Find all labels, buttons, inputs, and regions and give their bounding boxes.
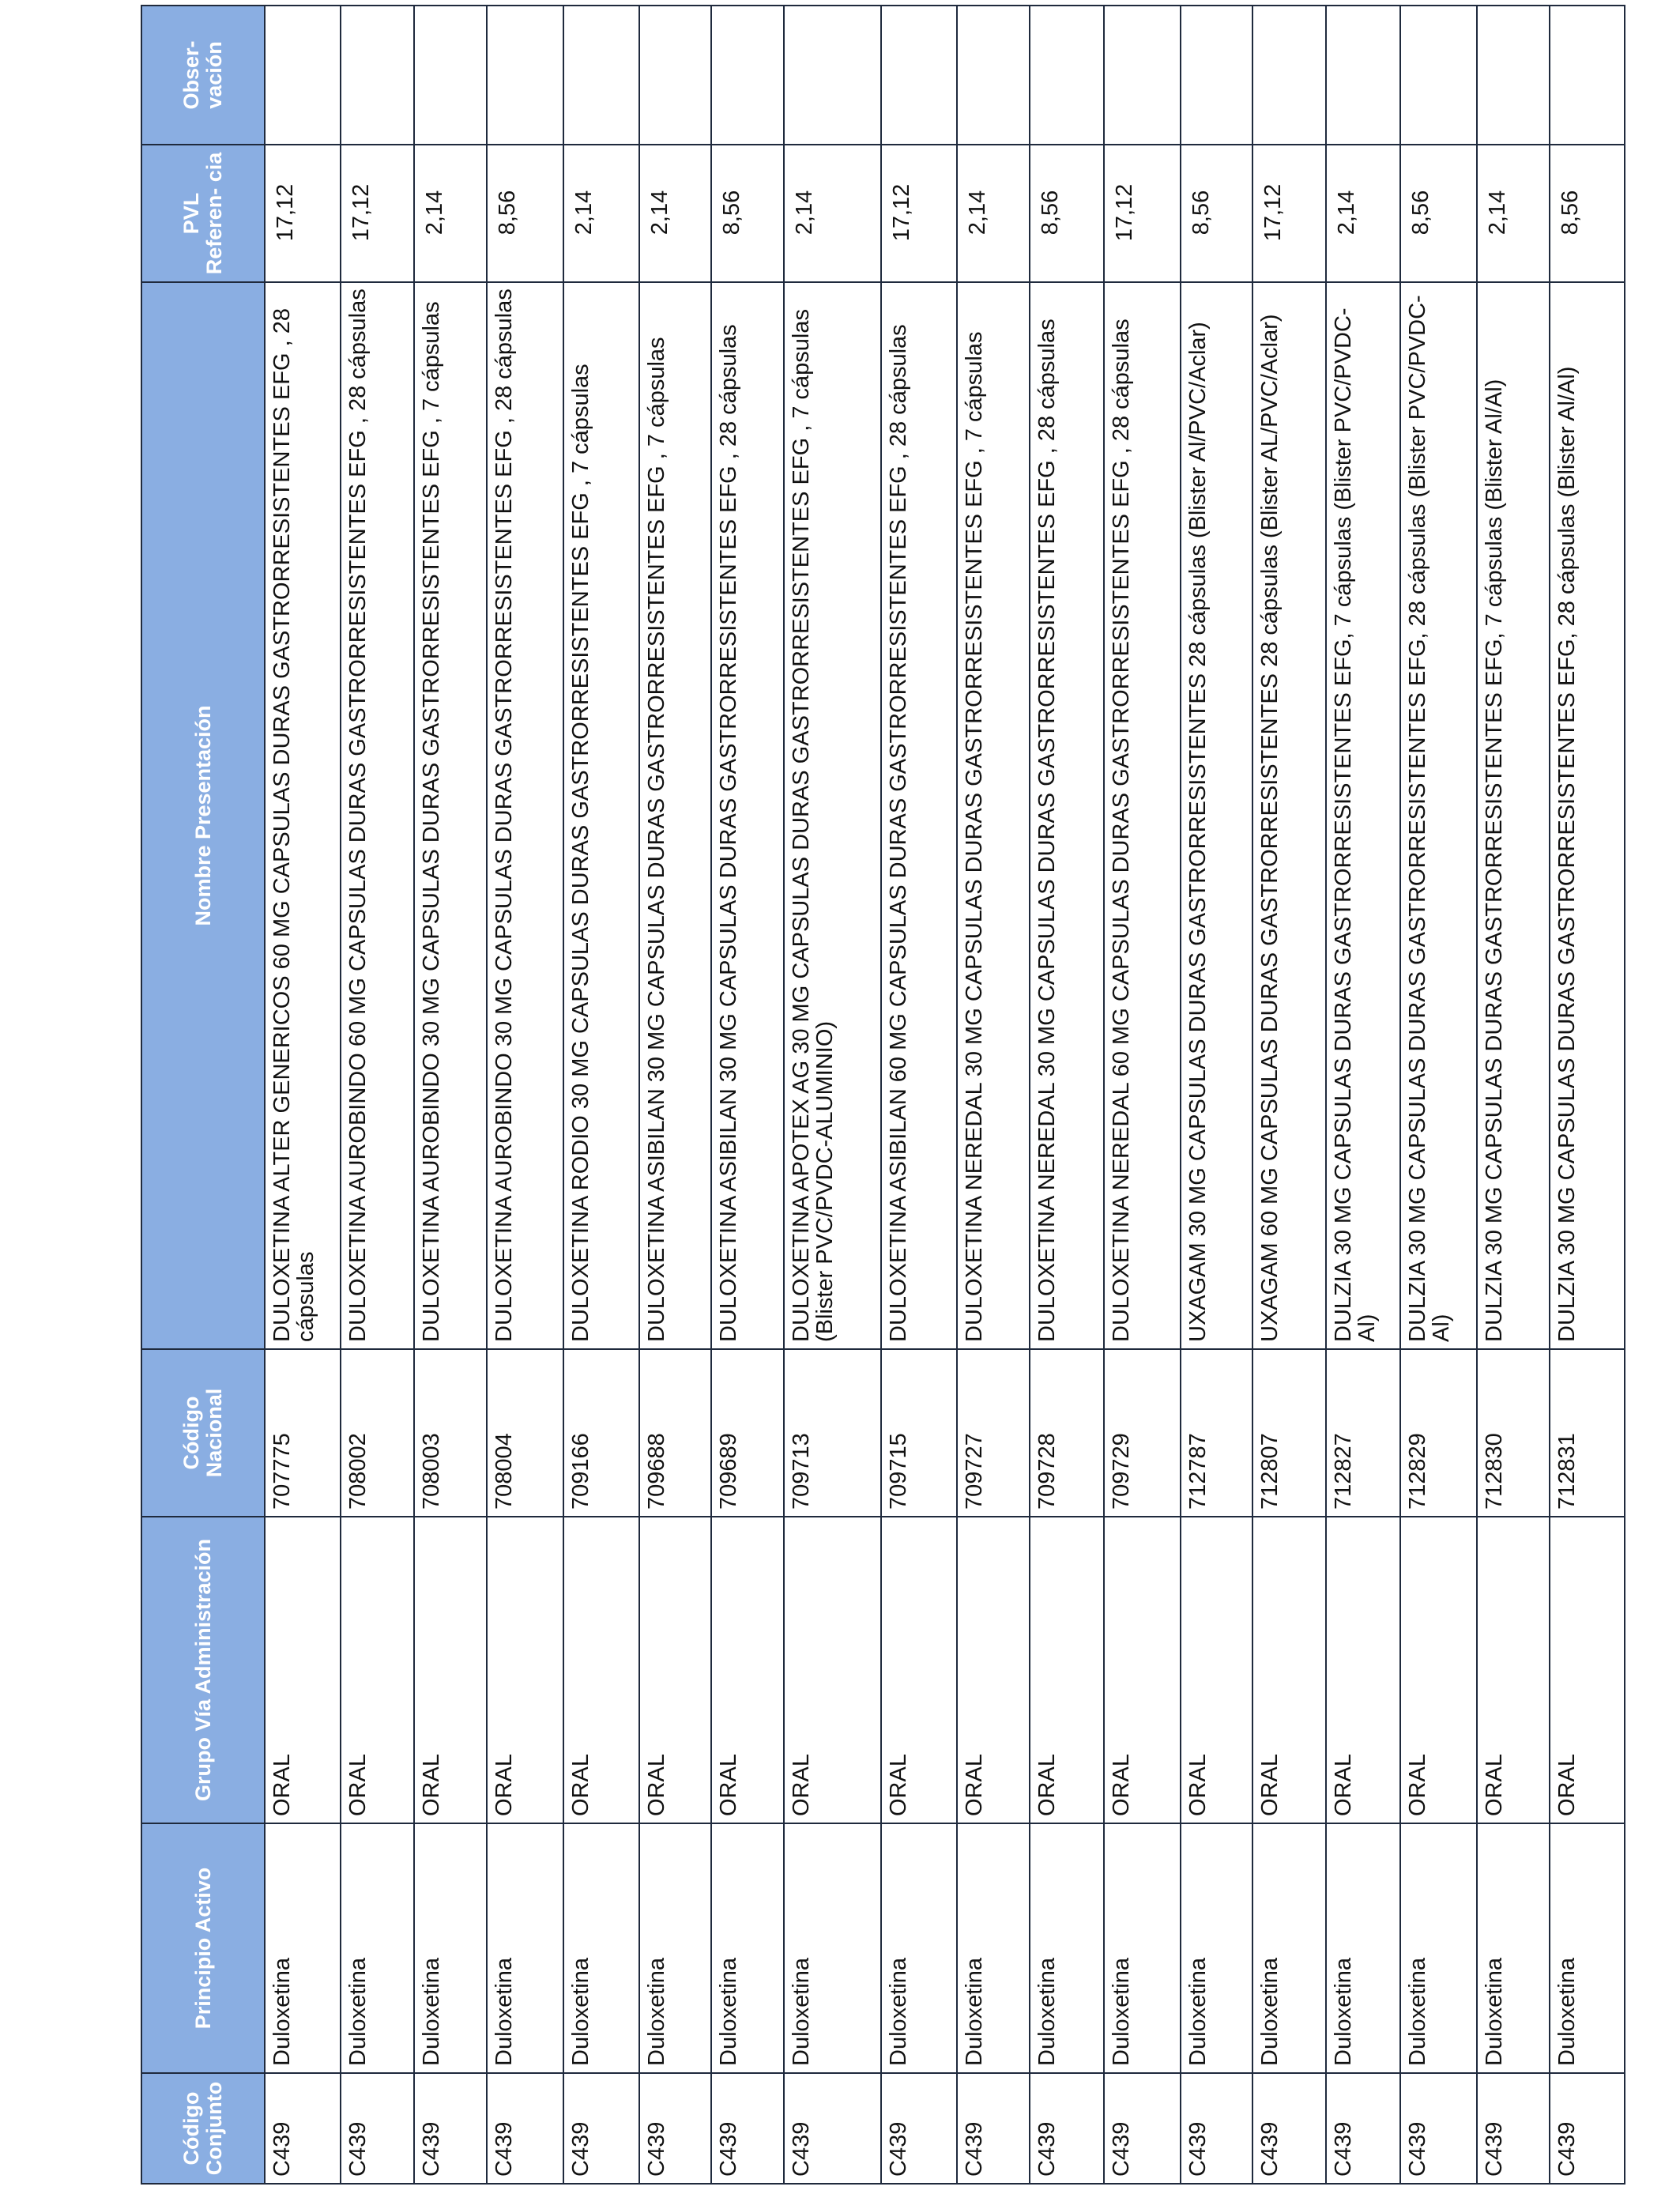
cell-codigo-nacional: 712829	[1400, 1349, 1477, 1517]
table-row	[414, 6, 487, 2184]
header-grupo-via: Grupo Vía Administración	[141, 1517, 265, 1823]
cell-grupo-via: ORAL	[1104, 1517, 1181, 1823]
cell-principio-activo: Duloxetina	[1477, 1823, 1550, 2073]
table-row	[1477, 6, 1550, 2184]
cell-codigo-conjunto: C439	[1477, 2073, 1550, 2184]
cell-principio-activo: Duloxetina	[1326, 1823, 1400, 2073]
cell-nombre-presentacion: DULZIA 30 MG CAPSULAS DURAS GASTRORRESISTENTES EFG, 7 cápsulas (Blister PVC/PVDC-Al)	[1326, 282, 1400, 1349]
cell-observacion	[639, 6, 711, 145]
cell-grupo-via: ORAL	[265, 1517, 341, 1823]
cell-codigo-conjunto: C439	[881, 2073, 957, 2184]
cell-pvl-referencia: 8,56	[711, 145, 784, 282]
cell-pvl-referencia: 17,12	[881, 145, 957, 282]
table-row	[1104, 6, 1181, 2184]
header-observacion: Obser- vación	[141, 6, 265, 145]
cell-principio-activo: Duloxetina	[639, 1823, 711, 2073]
cell-nombre-presentacion: DULOXETINA NEREDAL 30 MG CAPSULAS DURAS GASTRORRESISTENTES EFG , 7 cápsulas	[957, 282, 1030, 1349]
cell-nombre-presentacion: DULOXETINA ASIBILAN 30 MG CAPSULAS DURAS GASTRORRESISTENTES EFG , 7 cápsulas	[639, 282, 711, 1349]
cell-pvl-referencia: 2,14	[1326, 145, 1400, 282]
cell-codigo-nacional: 709715	[881, 1349, 957, 1517]
cell-codigo-conjunto: C439	[1181, 2073, 1252, 2184]
cell-codigo-nacional: 707775	[265, 1349, 341, 1517]
cell-nombre-presentacion: DULZIA 30 MG CAPSULAS DURAS GASTRORRESISTENTES EFG, 28 cápsulas (Blister PVC/PVDC-Al)	[1400, 282, 1477, 1349]
cell-codigo-conjunto: C439	[1252, 2073, 1326, 2184]
table-row	[1400, 6, 1477, 2184]
cell-grupo-via: ORAL	[341, 1517, 414, 1823]
cell-codigo-conjunto: C439	[711, 2073, 784, 2184]
cell-nombre-presentacion: DULOXETINA APOTEX AG 30 MG CAPSULAS DURAS GASTRORRESISTENTES EFG , 7 cápsulas (Blister PVC/PVDC-ALUMINIO)	[784, 282, 881, 1349]
cell-codigo-nacional: 712831	[1550, 1349, 1625, 1517]
cell-codigo-conjunto: C439	[265, 2073, 341, 2184]
cell-codigo-nacional: 709166	[563, 1349, 639, 1517]
cell-nombre-presentacion: DULOXETINA ASIBILAN 60 MG CAPSULAS DURAS GASTRORRESISTENTES EFG , 28 cápsulas	[881, 282, 957, 1349]
cell-principio-activo: Duloxetina	[1030, 1823, 1104, 2073]
cell-nombre-presentacion: DULOXETINA NEREDAL 60 MG CAPSULAS DURAS GASTRORRESISTENTES EFG , 28 cápsulas	[1104, 282, 1181, 1349]
cell-codigo-conjunto: C439	[1326, 2073, 1400, 2184]
cell-principio-activo: Duloxetina	[711, 1823, 784, 2073]
cell-pvl-referencia: 8,56	[487, 145, 563, 282]
cell-nombre-presentacion: DULOXETINA ASIBILAN 30 MG CAPSULAS DURAS GASTRORRESISTENTES EFG , 28 cápsulas	[711, 282, 784, 1349]
table-row	[341, 6, 414, 2184]
cell-codigo-nacional: 708003	[414, 1349, 487, 1517]
cell-grupo-via: ORAL	[487, 1517, 563, 1823]
cell-grupo-via: ORAL	[563, 1517, 639, 1823]
cell-nombre-presentacion: DULOXETINA AUROBINDO 60 MG CAPSULAS DURAS GASTRORRESISTENTES EFG , 28 cápsulas	[341, 282, 414, 1349]
header-codigo-conjunto: Código Conjunto	[141, 2073, 265, 2184]
cell-pvl-referencia: 8,56	[1030, 145, 1104, 282]
cell-codigo-conjunto: C439	[487, 2073, 563, 2184]
table-row	[487, 6, 563, 2184]
cell-pvl-referencia: 17,12	[1252, 145, 1326, 282]
table-row	[784, 6, 881, 2184]
cell-codigo-nacional: 709728	[1030, 1349, 1104, 1517]
cell-nombre-presentacion: DULZIA 30 MG CAPSULAS DURAS GASTRORRESISTENTES EFG, 28 cápsulas (Blister Al/Al)	[1550, 282, 1625, 1349]
cell-codigo-nacional: 709713	[784, 1349, 881, 1517]
cell-observacion	[1030, 6, 1104, 145]
cell-principio-activo: Duloxetina	[957, 1823, 1030, 2073]
cell-grupo-via: ORAL	[1252, 1517, 1326, 1823]
cell-principio-activo: Duloxetina	[1550, 1823, 1625, 2073]
table-row	[957, 6, 1030, 2184]
cell-pvl-referencia: 2,14	[414, 145, 487, 282]
table-row	[1326, 6, 1400, 2184]
cell-codigo-conjunto: C439	[784, 2073, 881, 2184]
cell-codigo-conjunto: C439	[957, 2073, 1030, 2184]
cell-grupo-via: ORAL	[414, 1517, 487, 1823]
cell-observacion	[487, 6, 563, 145]
cell-grupo-via: ORAL	[1477, 1517, 1550, 1823]
header-nombre-presentacion: Nombre Presentación	[141, 282, 265, 1349]
cell-principio-activo: Duloxetina	[1181, 1823, 1252, 2073]
cell-codigo-conjunto: C439	[341, 2073, 414, 2184]
table-row	[881, 6, 957, 2184]
cell-grupo-via: ORAL	[1400, 1517, 1477, 1823]
cell-codigo-conjunto: C439	[1104, 2073, 1181, 2184]
cell-nombre-presentacion: DULOXETINA AUROBINDO 30 MG CAPSULAS DURAS GASTRORRESISTENTES EFG , 7 cápsulas	[414, 282, 487, 1349]
cell-nombre-presentacion: UXAGAM 30 MG CAPSULAS DURAS GASTRORRESISTENTES 28 cápsulas (Blister Al/PVC/Aclar)	[1181, 282, 1252, 1349]
header-principio-activo: Principio Activo	[141, 1823, 265, 2073]
cell-principio-activo: Duloxetina	[487, 1823, 563, 2073]
cell-observacion	[1400, 6, 1477, 145]
cell-codigo-nacional: 709729	[1104, 1349, 1181, 1517]
cell-pvl-referencia: 8,56	[1400, 145, 1477, 282]
cell-codigo-nacional: 709727	[957, 1349, 1030, 1517]
cell-codigo-conjunto: C439	[1550, 2073, 1625, 2184]
cell-nombre-presentacion: DULOXETINA AUROBINDO 30 MG CAPSULAS DURAS GASTRORRESISTENTES EFG , 28 cápsulas	[487, 282, 563, 1349]
cell-pvl-referencia: 2,14	[784, 145, 881, 282]
cell-observacion	[1252, 6, 1326, 145]
cell-observacion	[1326, 6, 1400, 145]
cell-grupo-via: ORAL	[711, 1517, 784, 1823]
cell-codigo-nacional: 712830	[1477, 1349, 1550, 1517]
cell-codigo-nacional: 708004	[487, 1349, 563, 1517]
cell-pvl-referencia: 2,14	[957, 145, 1030, 282]
cell-grupo-via: ORAL	[1550, 1517, 1625, 1823]
cell-pvl-referencia: 17,12	[265, 145, 341, 282]
cell-grupo-via: ORAL	[1326, 1517, 1400, 1823]
cell-principio-activo: Duloxetina	[414, 1823, 487, 2073]
cell-observacion	[1104, 6, 1181, 145]
cell-observacion	[563, 6, 639, 145]
cell-pvl-referencia: 8,56	[1181, 145, 1252, 282]
cell-codigo-nacional: 712827	[1326, 1349, 1400, 1517]
cell-codigo-nacional: 712787	[1181, 1349, 1252, 1517]
table-row	[1181, 6, 1252, 2184]
rotated-page	[141, 6, 1583, 2185]
cell-grupo-via: ORAL	[1030, 1517, 1104, 1823]
cell-observacion	[1477, 6, 1550, 145]
cell-codigo-conjunto: C439	[1400, 2073, 1477, 2184]
price-reference-table	[141, 5, 1625, 2185]
cell-pvl-referencia: 2,14	[1477, 145, 1550, 282]
cell-observacion	[711, 6, 784, 145]
table-row	[639, 6, 711, 2184]
table-row	[563, 6, 639, 2184]
cell-nombre-presentacion: UXAGAM 60 MG CAPSULAS DURAS GASTRORRESISTENTES 28 cápsulas (Blister AL/PVC/Aclar)	[1252, 282, 1326, 1349]
header-row	[141, 6, 265, 2184]
cell-observacion	[881, 6, 957, 145]
cell-grupo-via: ORAL	[1181, 1517, 1252, 1823]
cell-principio-activo: Duloxetina	[1104, 1823, 1181, 2073]
table-row	[711, 6, 784, 2184]
cell-nombre-presentacion: DULZIA 30 MG CAPSULAS DURAS GASTRORRESISTENTES EFG, 7 cápsulas (Blister Al/Al)	[1477, 282, 1550, 1349]
cell-principio-activo: Duloxetina	[1252, 1823, 1326, 2073]
cell-observacion	[1550, 6, 1625, 145]
cell-nombre-presentacion: DULOXETINA RODIO 30 MG CAPSULAS DURAS GASTRORRESISTENTES EFG , 7 cápsulas	[563, 282, 639, 1349]
cell-codigo-conjunto: C439	[1030, 2073, 1104, 2184]
cell-nombre-presentacion: DULOXETINA NEREDAL 30 MG CAPSULAS DURAS GASTRORRESISTENTES EFG , 28 cápsulas	[1030, 282, 1104, 1349]
cell-observacion	[957, 6, 1030, 145]
cell-principio-activo: Duloxetina	[265, 1823, 341, 2073]
cell-codigo-nacional: 708002	[341, 1349, 414, 1517]
cell-pvl-referencia: 17,12	[341, 145, 414, 282]
cell-codigo-nacional: 709689	[711, 1349, 784, 1517]
cell-codigo-conjunto: C439	[414, 2073, 487, 2184]
cell-codigo-nacional: 712807	[1252, 1349, 1326, 1517]
cell-principio-activo: Duloxetina	[881, 1823, 957, 2073]
table-row	[1550, 6, 1625, 2184]
table-row	[1030, 6, 1104, 2184]
cell-observacion	[265, 6, 341, 145]
cell-grupo-via: ORAL	[881, 1517, 957, 1823]
cell-codigo-nacional: 709688	[639, 1349, 711, 1517]
cell-nombre-presentacion: DULOXETINA ALTER GENERICOS 60 MG CAPSULAS DURAS GASTRORRESISTENTES EFG , 28 cápsulas	[265, 282, 341, 1349]
cell-grupo-via: ORAL	[639, 1517, 711, 1823]
cell-pvl-referencia: 17,12	[1104, 145, 1181, 282]
table-body	[265, 6, 1625, 2184]
table-row	[265, 6, 341, 2184]
table-row	[1252, 6, 1326, 2184]
cell-observacion	[784, 6, 881, 145]
header-pvl-referencia: PVL Referen- cia	[141, 145, 265, 282]
cell-principio-activo: Duloxetina	[341, 1823, 414, 2073]
cell-principio-activo: Duloxetina	[563, 1823, 639, 2073]
header-codigo-nacional: Código Nacional	[141, 1349, 265, 1517]
cell-observacion	[341, 6, 414, 145]
cell-codigo-conjunto: C439	[639, 2073, 711, 2184]
cell-grupo-via: ORAL	[784, 1517, 881, 1823]
cell-principio-activo: Duloxetina	[784, 1823, 881, 2073]
cell-observacion	[1181, 6, 1252, 145]
cell-observacion	[414, 6, 487, 145]
cell-pvl-referencia: 8,56	[1550, 145, 1625, 282]
cell-pvl-referencia: 2,14	[639, 145, 711, 282]
cell-codigo-conjunto: C439	[563, 2073, 639, 2184]
cell-pvl-referencia: 2,14	[563, 145, 639, 282]
cell-principio-activo: Duloxetina	[1400, 1823, 1477, 2073]
cell-grupo-via: ORAL	[957, 1517, 1030, 1823]
